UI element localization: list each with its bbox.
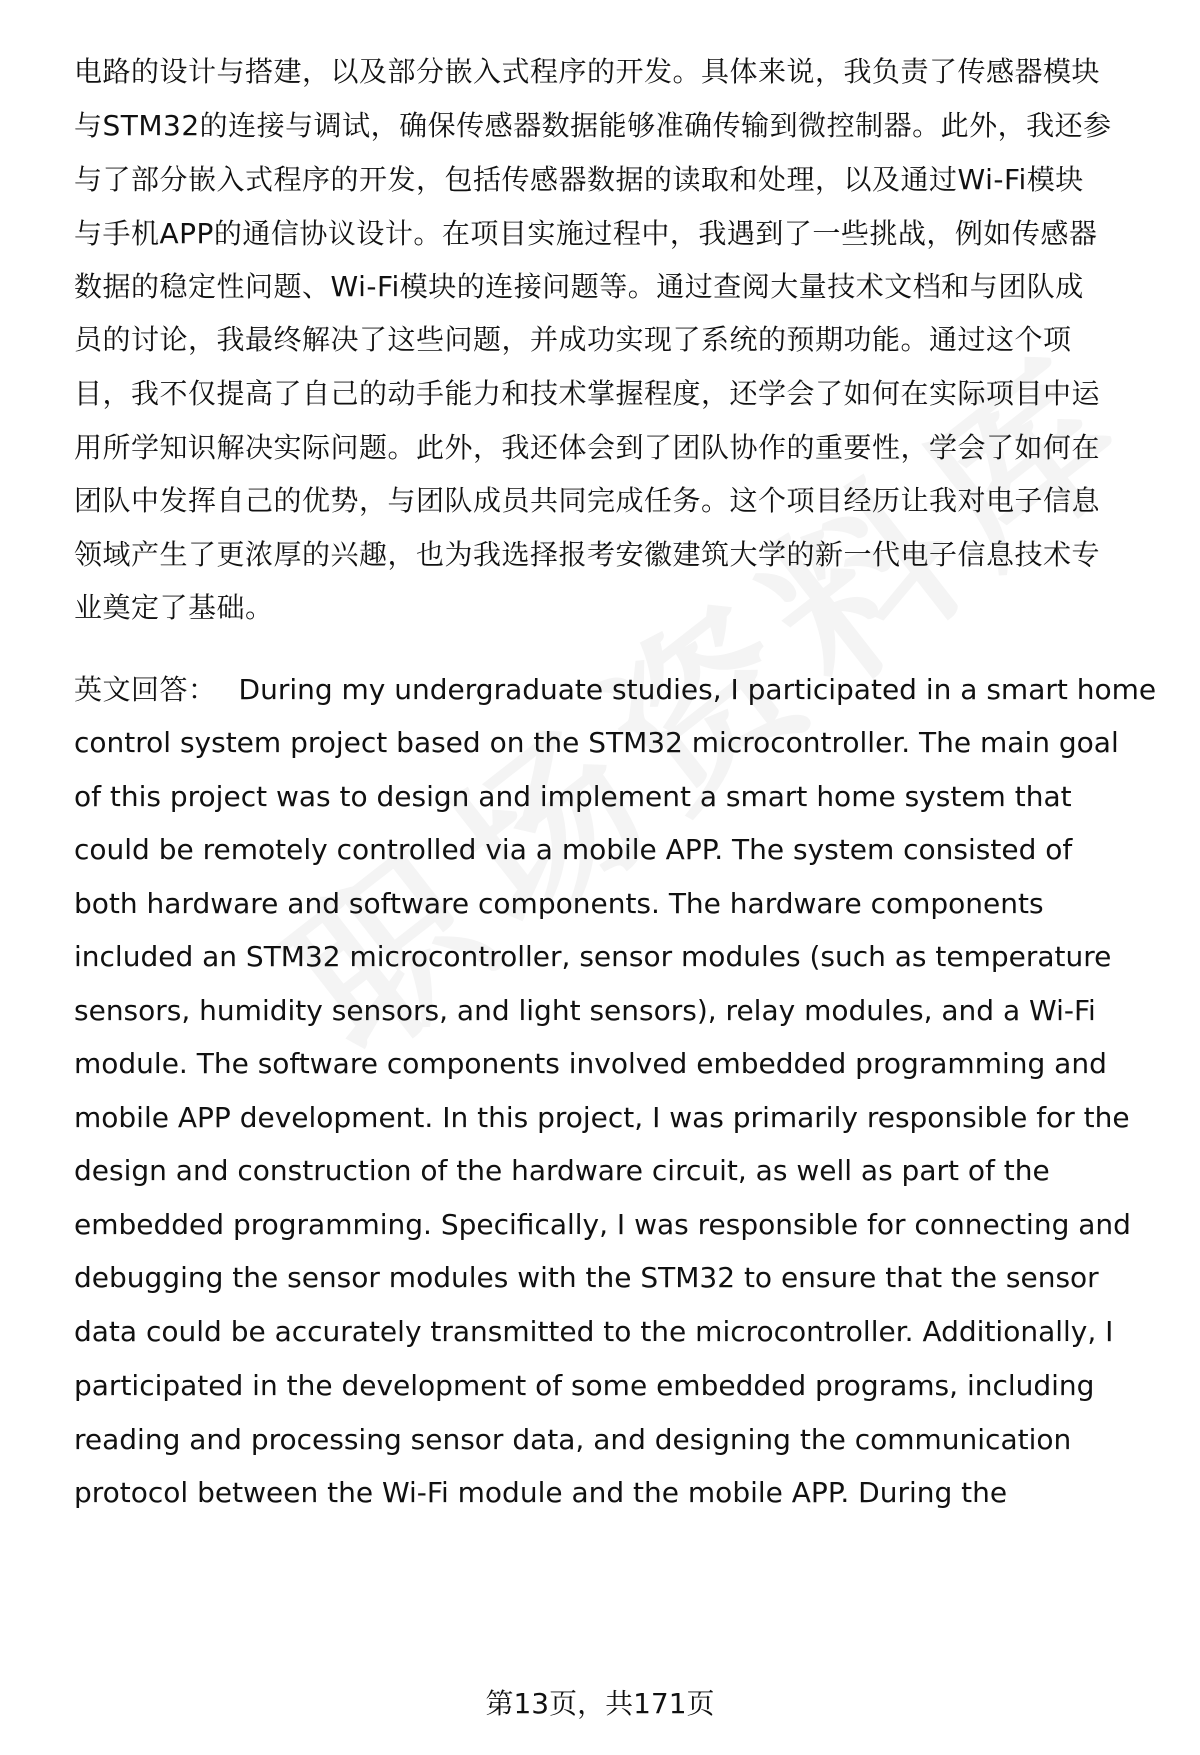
chinese-line: 与手机APP的通信协议设计。在项目实施过程中，我遇到了一些挑战，例如传感器 — [74, 217, 1098, 250]
chinese-line: 领域产生了更浓厚的兴趣，也为我选择报考安徽建筑大学的新一代电子信息技术专 — [74, 538, 1101, 571]
english-line: participated in the development of some embedded programs, including — [74, 1369, 1095, 1402]
chinese-line: 员的讨论，我最终解决了这些问题，并成功实现了系统的预期功能。通过这个项 — [74, 323, 1072, 356]
english-answer-label: 英文回答： — [74, 673, 217, 706]
english-line: embedded programming. Specifically, I was responsible for connecting and — [74, 1208, 1131, 1241]
english-line: included an STM32 microcontroller, sensor modules (such as temperature — [74, 940, 1112, 973]
english-line: reading and processing sensor data, and designing the communication — [74, 1423, 1072, 1456]
chinese-line: 与STM32的连接与调试，确保传感器数据能够准确传输到微控制器。此外，我还参 — [74, 109, 1112, 142]
chinese-line: 数据的稳定性问题、Wi-Fi模块的连接问题等。通过查阅大量技术文档和与团队成 — [74, 270, 1084, 303]
chinese-line: 团队中发挥自己的优势，与团队成员共同完成任务。这个项目经历让我对电子信息 — [74, 484, 1101, 517]
page-indicator: 第13页，共171页 — [485, 1687, 715, 1720]
english-line: sensors, humidity sensors, and light sensors), relay modules, and a Wi-Fi — [74, 994, 1096, 1027]
english-line: mobile APP development. In this project, I was primarily responsible for the — [74, 1101, 1130, 1134]
chinese-line: 目，我不仅提高了自己的动手能力和技术掌握程度，还学会了如何在实际项目中运 — [74, 377, 1101, 410]
english-first-line — [74, 670, 1156, 710]
chinese-line: 电路的设计与搭建，以及部分嵌入式程序的开发。具体来说，我负责了传感器模块 — [74, 55, 1101, 88]
chinese-line: 用所学知识解决实际问题。此外，我还体会到了团队协作的重要性，学会了如何在 — [74, 431, 1101, 464]
english-line: could be remotely controlled via a mobile APP. The system consisted of — [74, 833, 1073, 866]
english-line: control system project based on the STM32 microcontroller. The main goal — [74, 726, 1119, 759]
chinese-line: 与了部分嵌入式程序的开发，包括传感器数据的读取和处理，以及通过Wi-Fi模块 — [74, 163, 1084, 196]
english-line: design and construction of the hardware circuit, as well as part of the — [74, 1154, 1050, 1187]
english-line: debugging the sensor modules with the STM32 to ensure that the sensor — [74, 1261, 1099, 1294]
english-line: module. The software components involved embedded programming and — [74, 1047, 1107, 1080]
english-line: During my undergraduate studies, I participated in a smart home — [238, 673, 1157, 706]
english-line: protocol between the Wi-Fi module and the mobile APP. During the — [74, 1476, 1008, 1509]
chinese-line: 业奠定了基础。 — [74, 591, 274, 624]
english-line: of this project was to design and implement a smart home system that — [74, 780, 1072, 813]
english-line: both hardware and software components. The hardware components — [74, 887, 1044, 920]
english-line: data could be accurately transmitted to the microcontroller. Additionally, I — [74, 1315, 1114, 1348]
